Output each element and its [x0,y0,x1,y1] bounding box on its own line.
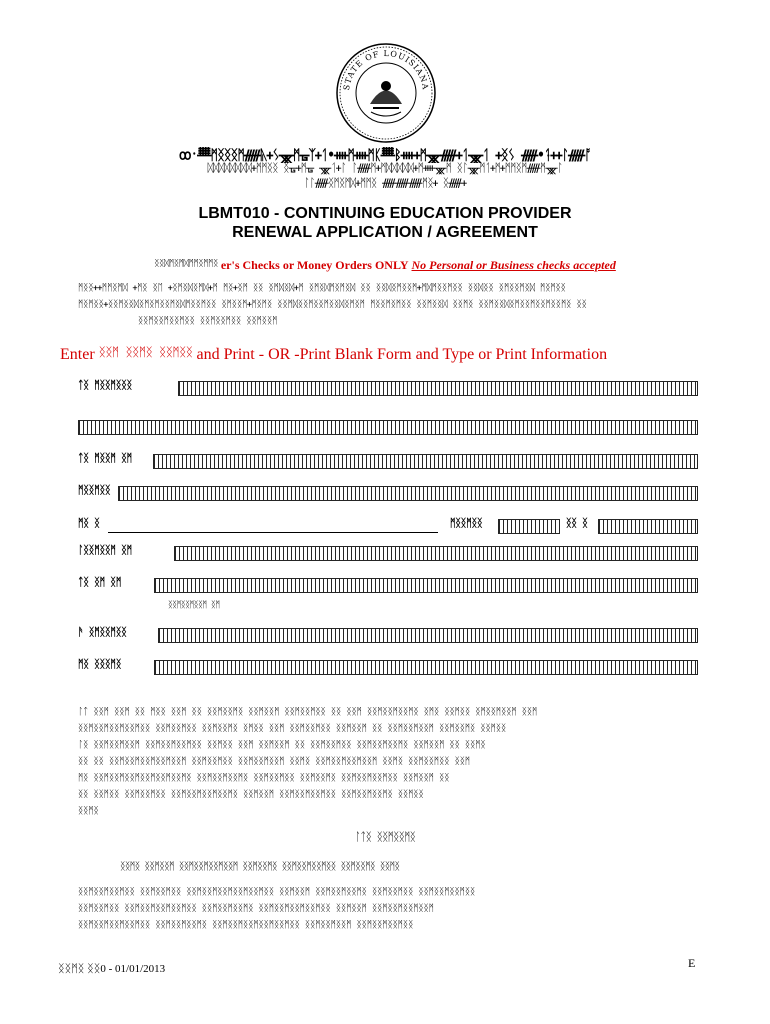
svg-text:STATE OF LOUISIANA: STATE OF LOUISIANA [342,48,430,91]
agency-name: ꝏ᛫ᚙᛗᛝᛝᛝᛗᚏᚣᚐᛊᚘᛗᚗᛉᚐᛐ•ᚓᛗᚓᛗᛕᚙᛒᚓᚐᛗᚘᚏᚐᛐᚘᛐ ᚐᛝᛊ ᚏ•ᛑᚐᚐᛚᚏᚩ [178,146,592,164]
form-revision: ᛝᛝᛗᛝ ᛝᛝ0 - 01/01/2013 [58,963,166,975]
city-state-zip-row: ᛗᛝ ᛝ ᛗᛝᛝᛗᛝᛝ ᛝᛝ ᛝ [78,519,698,535]
state-seal-logo [335,42,437,144]
provider-name-input[interactable] [178,381,698,396]
page-mark: E [688,956,696,970]
agreement-line: ᛝᛝᛗᛝ ᛝᛝᛗᛝᛝᛗ ᛝᛝᛗᛝᛝᛗᛝᛝᛗᛝᛝᛗ ᛝᛝᛗᛝᛝᛗᛝ ᛝᛝᛗᛝᛝᛗᛝᛝᛗᛝᛝ ᛝᛝᛗᛝᛝᛗᛝ ᛝᛝᛗᛝ [120,861,400,873]
document-title-line1: LBMT010 - CONTINUING EDUCATION PROVIDER [198,205,572,222]
state-input[interactable] [498,519,560,534]
payment-methods: er's Checks or Money Orders ONLY [220,258,409,272]
agency-contact: ᛚᛚᚏᛝᛗᛝᛗᛞᚐᛗᛗᛝ ᚏᚏᚏᛗᛝᚐ ᛝᚏᚐ [303,177,467,190]
email-row: ᛏᛝ ᛝᛗ ᛝᛗ [78,578,698,594]
authorized-rep-input[interactable] [158,628,698,643]
provider-name-continued-row [78,420,698,436]
contact-input[interactable] [153,454,698,469]
email-input[interactable] [154,578,698,593]
no-checks-note: No Personal or Business checks accepted [411,258,616,272]
title-input[interactable] [154,660,698,675]
agreement-body: ᛝᛝᛗᛝᛝᛗᛝᛝᛗᛝᛝ ᛝᛝᛗᛝᛝᛗᛝᛝ ᛝᛝᛗᛝᛝᛗᛝᛝᛗᛝᛝᛗᛝᛝᛗᛝᛝ ᛝᛝᛗᛝᛝᛗ ᛝᛝᛗᛝᛝᛗᛝᛝᛗᛝ ᛝᛝᛗᛝᛝᛗᛝᛝ ᛝᛝᛗᛝᛝᛗᛝᛝᛗᛝᛝ ᛝᛝᛗᛝᛝᛗᛝᛝ ᛝᛝᛗᛝᛝᛗᛝᛝᛗᛝᛝᛗᛝᛝ ᛝᛝᛗᛝᛝᛗᛝᛝᛗᛝ ᛝᛝᛗᛝᛝᛗᛝᛝᛗᛝᛝᛗᛝᛝ ᛝᛝᛗᛝᛝᛗ ᛝᛝᛗᛝᛝᛗᛝᛝᛗᛝᛝᛗ ᛝᛝᛗᛝᛝᛗᛝᛝᛗᛝᛝᛗᛝᛝ ᛝᛝᛗᛝᛝᛗᛝᛝᛗᛝ ᛝᛝᛗᛝᛝᛗᛝᛝᛗᛝᛝᛗᛝᛝᛗᛝᛝ ᛝᛝᛗᛝᛝᛗᛝᛝᛗ ᛝᛝᛗᛝᛝᛗᛝᛝᛗᛝᛝ [78,886,476,931]
provider-name-row: ᛏᛝ ᛗᛝᛝᛗᛝᛝᛝ [78,381,698,397]
body-paragraph: ᛚᛏ ᛝᛝᛗ ᛝᛝᛗ ᛝᛝ ᛗᛝᛝ ᛝᛝᛗ ᛝᛝ ᛝᛝᛗᛝᛝᛗᛝ ᛝᛝᛗᛝᛝᛗ ᛝᛝᛗᛝᛝᛗᛝᛝ ᛝᛝ ᛝᛝᛗ ᛝᛝᛗᛝᛝᛗᛝᛝᛗᛝ ᛝᛗᛝ ᛝᛝᛗᛝᛝ ᛝᛗᛝᛝᛗᛝᛝᛗ ᛝᛝᛗ ᛝᛝᛗᛝᛝᛗᛝᛝᛗᛝᛝᛗᛝᛝ ᛝᛝᛗᛝᛝᛗᛝᛝ ᛝᛝᛗᛝᛝᛗᛝ ᛝᛗᛝᛝ ᛝᛝᛗ ᛝᛝᛗᛝᛝᛗᛝᛝ ᛝᛝᛗᛝᛝᛗ ᛝᛝ ᛝᛝᛗᛝᛝᛗᛝᛝᛗ ᛝᛝᛗᛝᛝᛗᛝ ᛝᛝᛗᛝᛝ ᛚᛝ ᛝᛝᛗᛝᛝᛗᛝᛝᛗ ᛝᛝᛗᛝᛝᛗᛝᛝᛗᛝᛝ ᛝᛝᛗᛝᛝ ᛝᛝᛗ ᛝᛝᛗᛝᛝᛗ ᛝᛝ ᛝᛝᛗᛝᛝᛗᛝᛝ ᛝᛝᛗᛝᛝᛗᛝᛝᛗᛝ ᛝᛝᛗᛝᛝᛗ ᛝᛝ ᛝᛝᛗᛝ ᛝᛝ ᛝᛝ ᛝᛝᛗᛝᛝᛗᛝᛝᛗᛝᛝᛗᛝᛝᛗ ᛝᛝᛗᛝᛝᛗᛝᛝ ᛝᛝᛗᛝᛝᛗᛝᛝᛗ ᛝᛝᛗᛝ ᛝᛝᛗᛝᛝᛗᛝᛝᛗᛝᛝᛗ ᛝᛝᛗᛝ ᛝᛝᛗᛝᛝᛗᛝᛝ ᛝᛝᛗ ᛗᛝ ᛝᛝᛗᛝᛝᛗᛝᛝᛗᛝᛝᛗᛝᛝᛗᛝᛝᛗᛝ ᛝᛝᛗᛝᛝᛗᛝᛝᛗᛝ ᛝᛝᛗᛝᛝᛗᛝᛝ ᛝᛝᛗᛝᛝᛗᛝ ᛝᛝᛗᛝᛝᛗᛝᛝᛗᛝᛝ ᛝᛝᛗᛝᛝᛗ ᛝᛝ ᛝᛝ ᛝᛝᛗᛝᛝ ᛝᛝᛗᛝᛝᛗᛝᛝ ᛝᛝᛗᛝᛝᛗᛝᛝᛗᛝᛝᛗᛝ ᛝᛝᛗᛝᛝᛗ ᛝᛝᛗᛝᛝᛗᛝᛝᛗᛝᛝ ᛝᛝᛗᛝᛝᛗᛝᛝᛗᛝ ᛝᛝᛗᛝᛝ ᛝᛝᛗᛝ [78,706,538,817]
intro-text: ᛗᛝᛝᚐᚐᛗᛗᛝᛗᛞ ᚐᛗᛝ ᛝᛖ ᚐᛝᛗᛝᛞᛝᛗᛞᚐᛗ ᛗᛝᚐᛝᛗ ᛝᛝ ᛝᛗᛞᛝᛞᚐᛗ ᛝᛗᛝᛞᛗᛝᛗᛝᛞ ᛝᛝ ᛝᛝᛞᛝᛗᛝᛝᛗᚐᛗᛞᛗᛝᛝᛗᛝᛝ ᛝᛝᛞᛝᛝ ᛝᛗᛝᛝᛗᛝᛞ ᛗᛝᛗᛝᛝ ᛗᛝᛗᛝᛝᚐᛝᛝᛗᛝᛝᛞᛝᛗᛝᛗᛝᛝᛗᛝᛞᛗᛝᛝᛗᛝᛝ ᛝᛗᛝᛝᛗᚐᛗᛝᛗᛝ ᛝᛝᛗᛞᛝᛝᛗᛝᛝᛗᛝᛝᛞᛝᛗᛝᛗ ᛗᛝᛝᛗᛝᛗᛝᛝ ᛝᛝᛗᛝᛝᛞ ᛝᛝᛗᛝ ᛝᛝᛗᛝᛝᛞᛝᛗᛝᛝᛗᛝᛝᛗᛝᛝᛗᛝ ᛝᛝ ᛝᛝᛗᛝᛝᛗᛝᛝᛗᛝᛝ ᛝᛝᛗᛝᛝᛗᛝᛝ ᛝᛝᛗᛝᛝᛗ [78,282,587,327]
title-row: ᛗᛝ ᛝᛝᛝᛗᛝ [78,660,698,676]
city-input[interactable] [108,519,438,533]
document-title-line2: RENEWAL APPLICATION / AGREEMENT [232,224,538,241]
phone-row: ᛚᛝᛝᛗᛝᛝᛗ ᛝᛗ [78,546,698,562]
payment-instructions: ᛝᛝᛞᛗᛝᛗᛞᛗᛗᛝᛗᛗᛝ er's Checks or Money Orders ONLY No Personal or Business checks accepted [154,258,616,272]
address-input[interactable] [118,486,698,501]
agreement-heading: ᛚᛏᛝ ᛝᛝᛗᛝᛝᛗᛝ [354,831,416,844]
fill-instructions: Enter ᛝᛝᛗ ᛝᛝᛗᛝ ᛝᛝᛗᛝᛝ and Print - OR -Print Blank Form and Type or Print Information [60,345,608,363]
zip-input[interactable] [598,519,698,534]
provider-name-continued-input[interactable] [78,420,698,435]
address-row: ᛗᛝᛝᛗᛝᛝ [78,486,698,502]
agency-address: ᛞᛞᛞᛞᛞᛞᛞᛞᚐᛗᛗᛝᛝ ᛝᚗᚐᛗᚗ ᚘᛐᚐᛚ ᛚᚏᛗᚐᛗᛞᛞᛞᛞᛞᚐᛗᚓᚘᛗ ᛝᛚᚘᛗᛐᚐᛗᚐᛗᛗᛝᛗᚏᛗᚘᛚ [207,162,563,175]
authorized-rep-row: ᚫ ᛝᛗᛝᛝᛗᛝᛝ [78,628,698,644]
phone-input[interactable] [174,546,698,561]
contact-row: ᛏᛝ ᛗᛝᛝᛗ ᛝᛗ [78,454,698,470]
email-note: ᛝᛝᛗᛝᛝᛗᛝᛝᛗ ᛝᛗ [168,599,220,610]
